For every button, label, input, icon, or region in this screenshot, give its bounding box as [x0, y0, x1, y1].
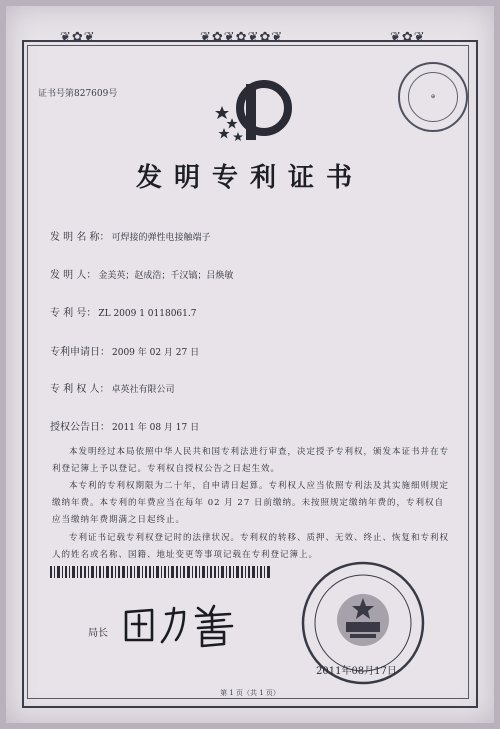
top-ornament: ❦✿❦✿❦✿❦: [200, 30, 284, 45]
field-patent-number: [50, 304, 196, 319]
field-key: 专 利 号：: [50, 308, 97, 319]
corner-ornament-right: ❦✿❦: [390, 30, 426, 45]
field-key: 专利申请日：: [50, 347, 110, 358]
field-value: 2011 年 08 月 17 日: [112, 423, 200, 433]
seal-date: 2011年08月17日: [316, 666, 397, 677]
field-key: 专 利 权 人：: [50, 384, 110, 395]
paragraph-grant: 本发明经过本局依照中华人民共和国专利法进行审查，决定授予专利权，颁发本证书并在专利登记簿上予以登记。专利权自授权公告之日起生效。: [52, 447, 450, 474]
top-right-stamp: [398, 62, 468, 132]
field-key: 授权公告日：: [50, 422, 110, 433]
field-value: 可焊接的弹性电接触端子: [111, 233, 211, 243]
field-value: 卓英社有限公司: [111, 385, 175, 395]
field-inventors: [50, 266, 233, 281]
barcode: [50, 566, 270, 578]
field-value: 金美英；赵成浩；千汉镐；吕焕敏: [98, 271, 234, 281]
paragraph-term: 本专利的专利权期限为二十年，自申请日起算。专利权人应当依照专利法及其实施细则规定缴纳年费。本专利的年费应当在每年 02 月 27 日前缴纳。未按照规定缴纳年费的，专利权自应当缴纳年费期满之日起终止。: [52, 481, 450, 525]
field-application-date: [50, 343, 199, 358]
field-grant-date: [50, 418, 199, 433]
certificate-title: 发明专利证书: [135, 163, 364, 193]
paragraph-status: 专利证书记载专利权登记时的法律状况。专利权的转移、质押、无效、终止、恢复和专利权人的姓名或名称、国籍、地址变更等事项记载在专利登记簿上。: [52, 533, 450, 560]
field-value: 2009 年 02 月 27 日: [112, 348, 200, 358]
corner-ornament-left: ❦✿❦: [60, 30, 96, 45]
stamp-ring: ⊕: [408, 72, 458, 122]
field-value: ZL 2009 1 0118061.7: [98, 309, 197, 319]
certificate-number: 证书号第827609号: [38, 89, 118, 99]
field-key: 发 明 名 称：: [50, 232, 110, 243]
patent-office-emblem-icon: [214, 78, 294, 144]
director-label: 局长: [88, 628, 108, 639]
field-invention-name: [50, 228, 211, 243]
director-signature: [118, 600, 248, 650]
field-key: 发 明 人：: [50, 270, 97, 281]
field-patentee: [50, 380, 175, 395]
page-number: 第 1 页（共 1 页）: [220, 689, 280, 697]
